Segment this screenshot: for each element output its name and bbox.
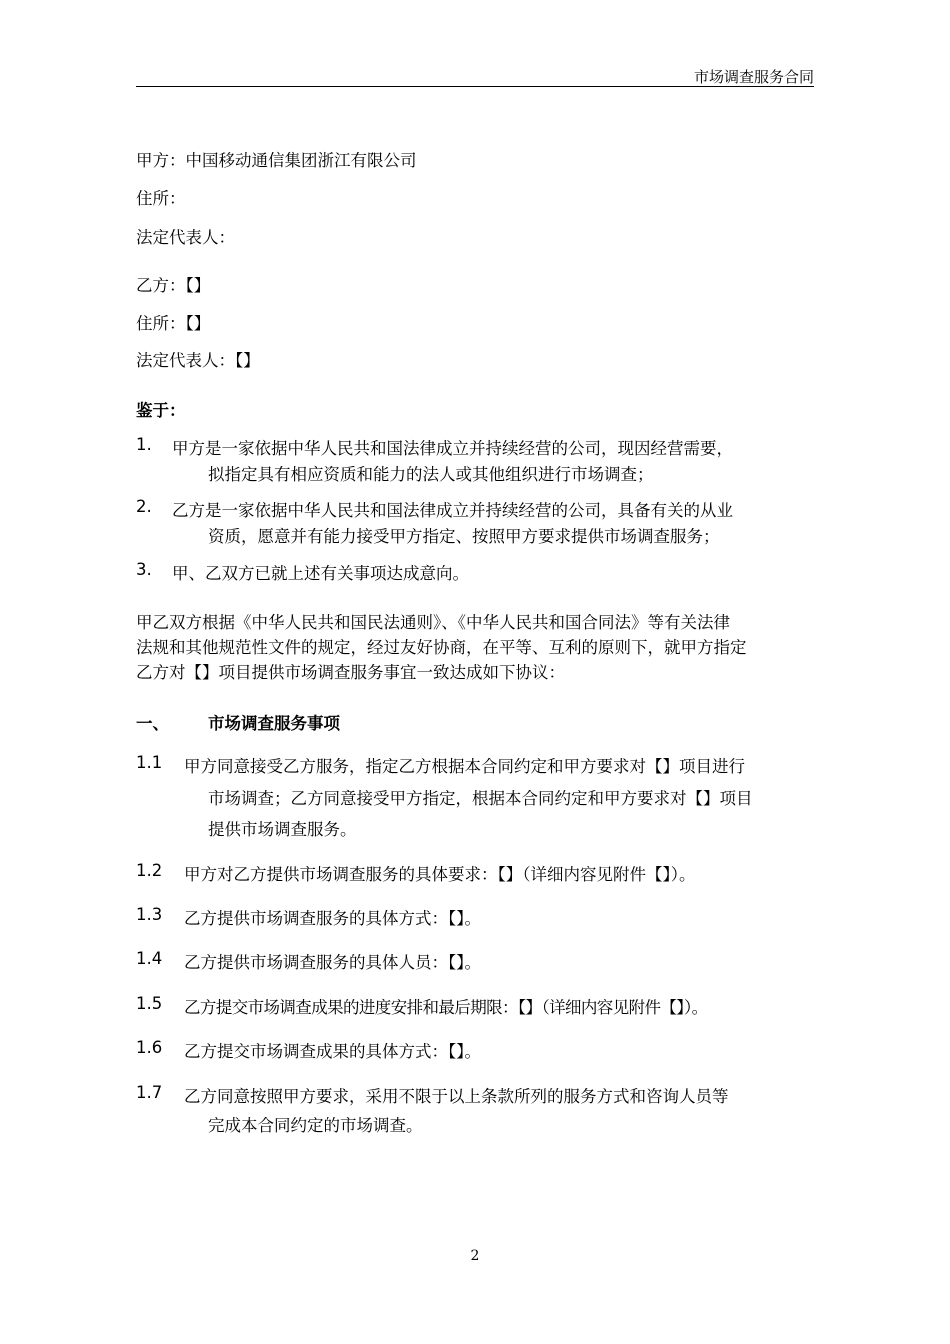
clause-text: 乙方提供市场调查服务的具体人员：【】。 — [184, 953, 481, 972]
clause-text: 提供市场调查服务。 — [208, 820, 357, 839]
clause-number: 1.3 — [136, 905, 163, 924]
party-b-representative: 法定代表人：【】 — [136, 351, 260, 370]
recital-text: 拟指定具有相应资质和能力的法人或其他组织进行市场调查； — [208, 465, 654, 484]
recital-number: 2. — [136, 497, 152, 516]
clause-text: 市场调查；乙方同意接受甲方指定，根据本合同约定和甲方要求对【】项目 — [208, 789, 753, 808]
clause-text: 乙方同意按照甲方要求，采用不限于以上条款所列的服务方式和咨询人员等 — [184, 1087, 729, 1106]
clause-text: 甲方对乙方提供市场调查服务的具体要求：【】（详细内容见附件【】）。 — [184, 865, 696, 884]
clause-number: 1.2 — [136, 861, 163, 880]
clause-text: 完成本合同约定的市场调查。 — [208, 1116, 423, 1135]
clause-number: 1.5 — [136, 994, 163, 1013]
clause-number: 1.4 — [136, 949, 163, 968]
section-number: 一、 — [136, 714, 169, 733]
clause-text: 甲方同意接受乙方服务，指定乙方根据本合同约定和甲方要求对【】项目进行 — [184, 757, 745, 776]
preamble-line: 乙方对【】项目提供市场调查服务事宜一致达成如下协议： — [136, 663, 565, 682]
clause-number: 1.1 — [136, 753, 163, 772]
recital-number: 3. — [136, 560, 152, 579]
clause-number: 1.7 — [136, 1083, 163, 1102]
clause-number: 1.6 — [136, 1038, 163, 1057]
clause-text: 乙方提交市场调查成果的进度安排和最后期限：【】（详细内容见附件【】）。 — [184, 998, 708, 1017]
recital-text: 乙方是一家依据中华人民共和国法律成立并持续经营的公司，具备有关的从业 — [172, 501, 733, 520]
recital-text: 甲方是一家依据中华人民共和国法律成立并持续经营的公司，现因经营需要， — [172, 439, 733, 458]
recital-number: 1. — [136, 435, 152, 454]
party-b-address: 住所：【】 — [136, 314, 211, 333]
party-a-representative: 法定代表人： — [136, 228, 235, 247]
header-title: 市场调查服务合同 — [693, 68, 814, 86]
clause-text: 乙方提供市场调查服务的具体方式：【】。 — [184, 909, 481, 928]
recital-text: 甲、乙双方已就上述有关事项达成意向。 — [172, 564, 469, 583]
recital-text: 资质，愿意并有能力接受甲方指定、按照甲方要求提供市场调查服务； — [208, 527, 720, 546]
recitals-heading: 鉴于： — [136, 401, 186, 420]
party-a-name: 甲方：中国移动通信集团浙江有限公司 — [136, 151, 417, 170]
header-rule — [136, 86, 814, 87]
page-number: 2 — [470, 1248, 480, 1264]
preamble-line: 甲乙双方根据《中华人民共和国民法通则》、《中华人民共和国合同法》等有关法律 — [136, 613, 730, 632]
section-title: 市场调查服务事项 — [208, 714, 340, 733]
party-b-name: 乙方：【】 — [136, 276, 211, 295]
preamble-line: 法规和其他规范性文件的规定，经过友好协商，在平等、互利的原则下，就甲方指定 — [136, 638, 747, 657]
party-a-address: 住所： — [136, 189, 186, 208]
clause-text: 乙方提交市场调查成果的具体方式：【】。 — [184, 1042, 481, 1061]
